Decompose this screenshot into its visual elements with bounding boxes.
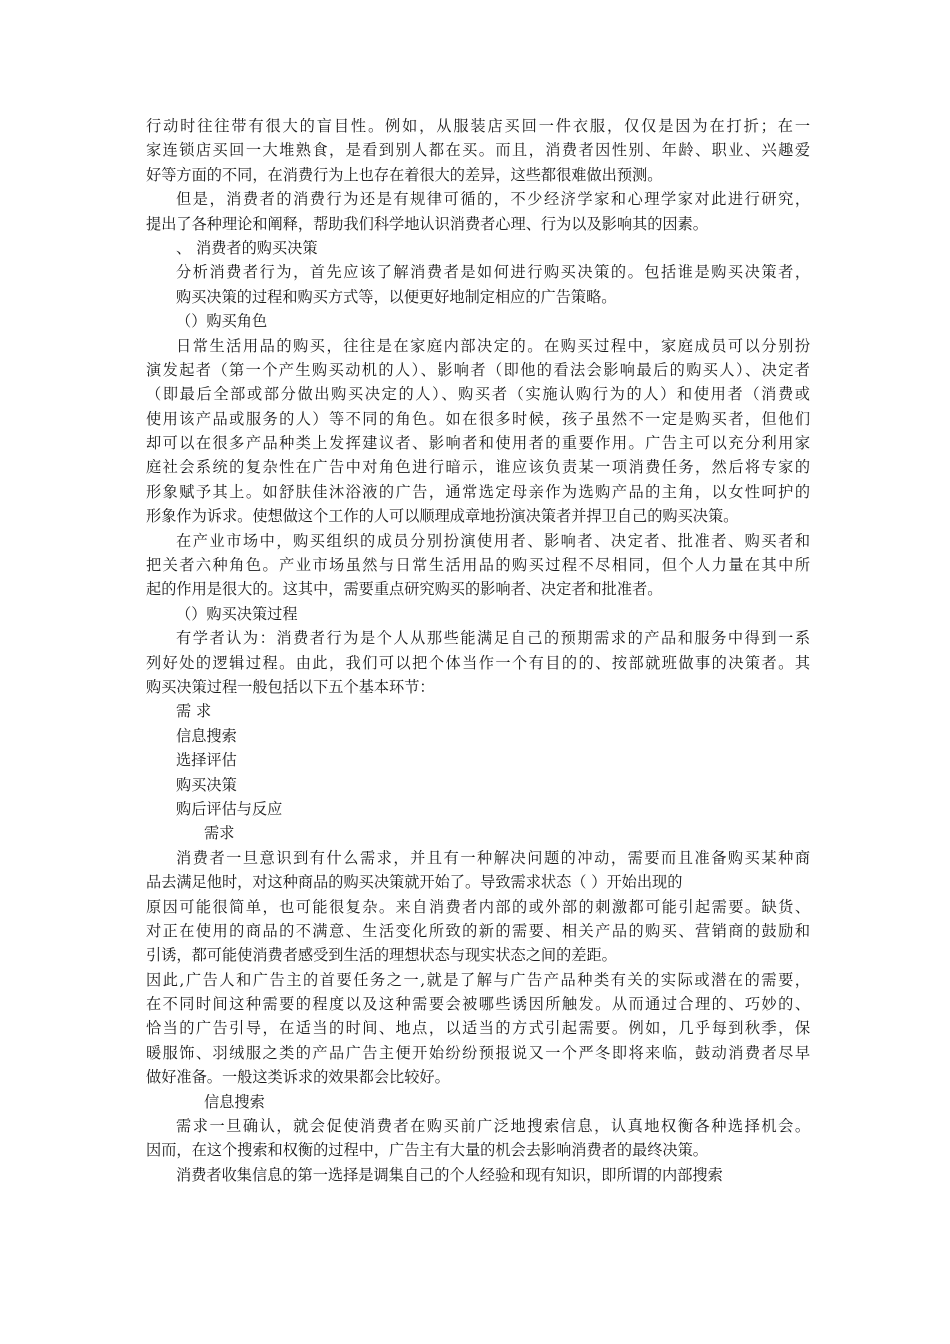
body-text-line: 引诱，都可能使消费者感受到生活的理想状态与现实状态之间的差距。 [146, 946, 617, 965]
body-text-line: 形象赋予其上。如舒肤佳沐浴液的广告，通常选定母亲作为选购产品的主角，以女性呵护的 [146, 482, 810, 501]
subsection-heading: （）购买决策过程 [176, 604, 298, 623]
body-text-line: 庭社会系统的复杂性在广告中对角色进行暗示，谁应该负责某一项消费任务，然后将专家的 [146, 458, 810, 477]
document-page [146, 114, 810, 1187]
body-text-line: 品去满足他时，对这种商品的购买决策就开始了。导致需求状态（ ）开始出现的 [146, 873, 683, 892]
body-text-line: 因而，在这个搜索和权衡的过程中，广告主有大量的机会去影响消费者的最终决策。 [146, 1141, 708, 1160]
list-item: 购买决策 [176, 775, 237, 794]
body-text-line: 购买决策过程一般包括以下五个基本环节： [146, 677, 435, 696]
list-item: 购后评估与反应 [176, 799, 283, 818]
paragraph-first-line: 需求一旦确认，就会促使消费者在购买前广泛地搜索信息，认真地权衡各种选择机会。 [176, 1117, 810, 1136]
section-heading: 、 消费者的购买决策 [176, 238, 318, 257]
body-text-line: 恰当的广告引导，在适当的时间、地点，以适当的方式引起需要。例如，几乎每到秋季，保 [146, 1019, 810, 1038]
body-text-line: 暖服饰、羽绒服之类的产品广告主便开始纷纷预报说又一个严冬即将来临，鼓动消费者尽早 [146, 1043, 810, 1062]
paragraph-first-line: 消费者一旦意识到有什么需求，并且有一种解决问题的冲动，需要而且准备购买某种商 [176, 848, 810, 867]
body-text-line: 使用该产品或服务的人）等不同的角色。如在很多时候，孩子虽然不一定是购买者，但他们 [146, 409, 810, 428]
paragraph-first-line: 消费者收集信息的第一选择是调集自己的个人经验和现有知识，即所谓的内部搜索 [176, 1165, 723, 1184]
paragraph-first-line: 在产业市场中，购买组织的成员分别扮演使用者、影响者、决定者、批准者、购买者和 [176, 531, 810, 550]
step-heading: 信息搜索 [204, 1092, 265, 1111]
body-text-line: 做好准备。一般这类诉求的效果都会比较好。 [146, 1068, 450, 1087]
body-text-line: 形象作为诉求。使想做这个工作的人可以顺理成章地扮演决策者并捍卫自己的购买决策。 [146, 507, 739, 526]
body-text-line: 却可以在很多产品种类上发挥建议者、影响者和使用者的重要作用。广告主可以充分利用家 [146, 434, 810, 453]
list-item: 信息搜索 [176, 726, 237, 745]
body-text-line: （即最后全部或部分做出购买决定的人）、购买者（实施认购行为的人）和使用者（消费或 [146, 385, 810, 404]
body-text-line: 行动时往往带有很大的盲目性。例如，从服装店买回一件衣服，仅仅是因为在打折；在一 [146, 117, 810, 135]
body-text-line: 原因可能很简单，也可能很复杂。来自消费者内部的或外部的刺激都可能引起需要。缺货、 [146, 897, 810, 916]
body-text-line: 提出了各种理论和阐释，帮助我们科学地认识消费者心理、行为以及影响其的因素。 [146, 214, 708, 233]
body-text-line: 列好处的逻辑过程。由此，我们可以把个体当作一个有目的的、按部就班做事的决策者。其 [146, 653, 810, 672]
body-text-line: 在不同时间这种需要的程度以及这种需要会被哪些诱因所触发。从而通过合理的、巧妙的、 [146, 995, 810, 1014]
subsection-heading: （）购买角色 [176, 312, 268, 331]
body-text-line: 把关者六种角色。产业市场虽然与日常生活用品的购买过程不尽相同，但个人力量在其中所 [146, 556, 810, 575]
paragraph-first-line: 分析消费者行为，首先应该了解消费者是如何进行购买决策的。包括谁是购买决策者， [176, 263, 810, 282]
step-heading: 需求 [204, 824, 235, 843]
paragraph-first-line: 日常生活用品的购买，往往是在家庭内部决定的。在购买过程中，家庭成员可以分别扮 [176, 336, 810, 355]
paragraph-first-line: 但是，消费者的消费行为还是有规律可循的，不少经济学家和心理学家对此进行研究， [176, 190, 810, 209]
body-text-line: 演发起者（第一个产生购买动机的人）、影响者（即他的看法会影响最后的购买人）、决定者 [146, 360, 810, 379]
list-item: 需 求 [176, 702, 212, 721]
paragraph-first-line: 因此,广告人和广告主的首要任务之一,就是了解与广告产品种类有关的实际或潜在的需要， [146, 970, 810, 989]
paragraph-first-line: 有学者认为：消费者行为是个人从那些能满足自己的预期需求的产品和服务中得到一系 [176, 629, 810, 648]
body-text-line: 起的作用是很大的。这其中，需要重点研究购买的影响者、决定者和批准者。 [146, 580, 663, 599]
body-text-line: 对正在使用的商品的不满意、生活变化所致的新的需要、相关产品的购买、营销商的鼓励和 [146, 921, 810, 940]
list-item: 选择评估 [176, 751, 237, 770]
body-text-line: 购买决策的过程和购买方式等，以便更好地制定相应的广告策略。 [176, 287, 617, 306]
body-text-line: 好等方面的不同，在消费行为上也存在着很大的差异，这些都很难做出预测。 [146, 165, 663, 184]
body-text-line: 家连锁店买回一大堆熟食，是看到别人都在买。而且，消费者因性别、年龄、职业、兴趣爱 [146, 141, 810, 160]
